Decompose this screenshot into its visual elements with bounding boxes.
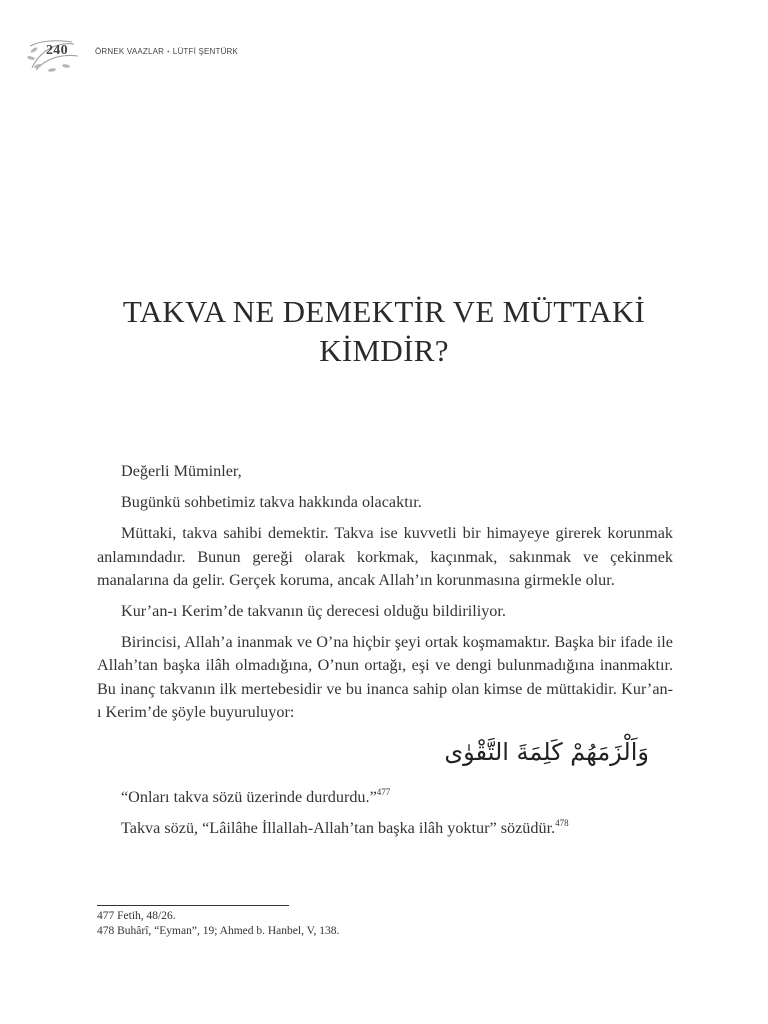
- chapter-title: [80, 292, 688, 370]
- paragraph-first-degree: Birincisi, Allah’a inanmak ve O’na hiçbir şeyi ortak koşmamaktır. Başka bir ifade ile Allah’tan başka ilâh olmadığına, O’nun ortağı, eşi ve dengi bulunmadığına inanmaktır. Bu inanç takvanın ilk mertebesidir ve bu inanca sahip olan kimse de müttakidir. Kur’an-ı Kerim’de şöyle buyuruluyor:: [97, 633, 673, 721]
- arabic-verse: وَاَلْزَمَهُمْ كَلِمَةَ التَّقْوٰى: [444, 738, 649, 767]
- footnotes: [97, 909, 673, 939]
- translation-text: “Onları takva sözü üzerinde durdurdu.”: [121, 788, 377, 807]
- paragraph-takva-word: [97, 817, 673, 840]
- footnote-478: 478 Buhârî, “Eyman”, 19; Ahmed b. Hanbel, V, 138.: [97, 925, 340, 937]
- body-text: [97, 460, 673, 848]
- page-number: 240: [46, 43, 68, 58]
- paragraph-degrees: Kur’an-ı Kerim’de takvanın üç derecesi olduğu bildiriliyor.: [121, 602, 506, 621]
- author-name: LÜTFİ ŞENTÜRK: [172, 47, 239, 56]
- footnote-ref-478: 478: [555, 818, 569, 829]
- header-separator: •: [167, 49, 170, 56]
- running-head: [95, 47, 238, 56]
- paragraph-greeting: Değerli Müminler,: [121, 462, 242, 480]
- chapter-title-line-2: KİMDİR?: [319, 333, 449, 368]
- page-header: [22, 36, 422, 76]
- paragraph-definition: Müttaki, takva sahibi demektir. Takva ise kuvvetli bir himayeye girerek korunmak anlamındadır. Bunun gereği olarak korkmak, kaçınmak, sakınmak ve çekinmek manalarına da gelir. Gerçek koruma, ancak Allah’ın korunmasına girmekle olur.: [97, 524, 673, 589]
- footnote-divider: [97, 905, 289, 906]
- chapter-title-line-1: TAKVA NE DEMEKTİR VE MÜTTAKİ: [122, 294, 646, 329]
- paragraph-intro: Bugünkü sohbetimiz takva hakkında olacaktır.: [121, 493, 422, 512]
- footnote-477: 477 Fetih, 48/26.: [97, 910, 176, 922]
- takva-word-text: Takva sözü, “Lâilâhe İllallah-Allah’tan başka ilâh yoktur” sözüdür.: [121, 819, 556, 838]
- book-title: ÖRNEK VAAZLAR: [95, 47, 165, 56]
- footnote-ref-477: 477: [376, 787, 391, 798]
- paragraph-translation: [97, 786, 673, 809]
